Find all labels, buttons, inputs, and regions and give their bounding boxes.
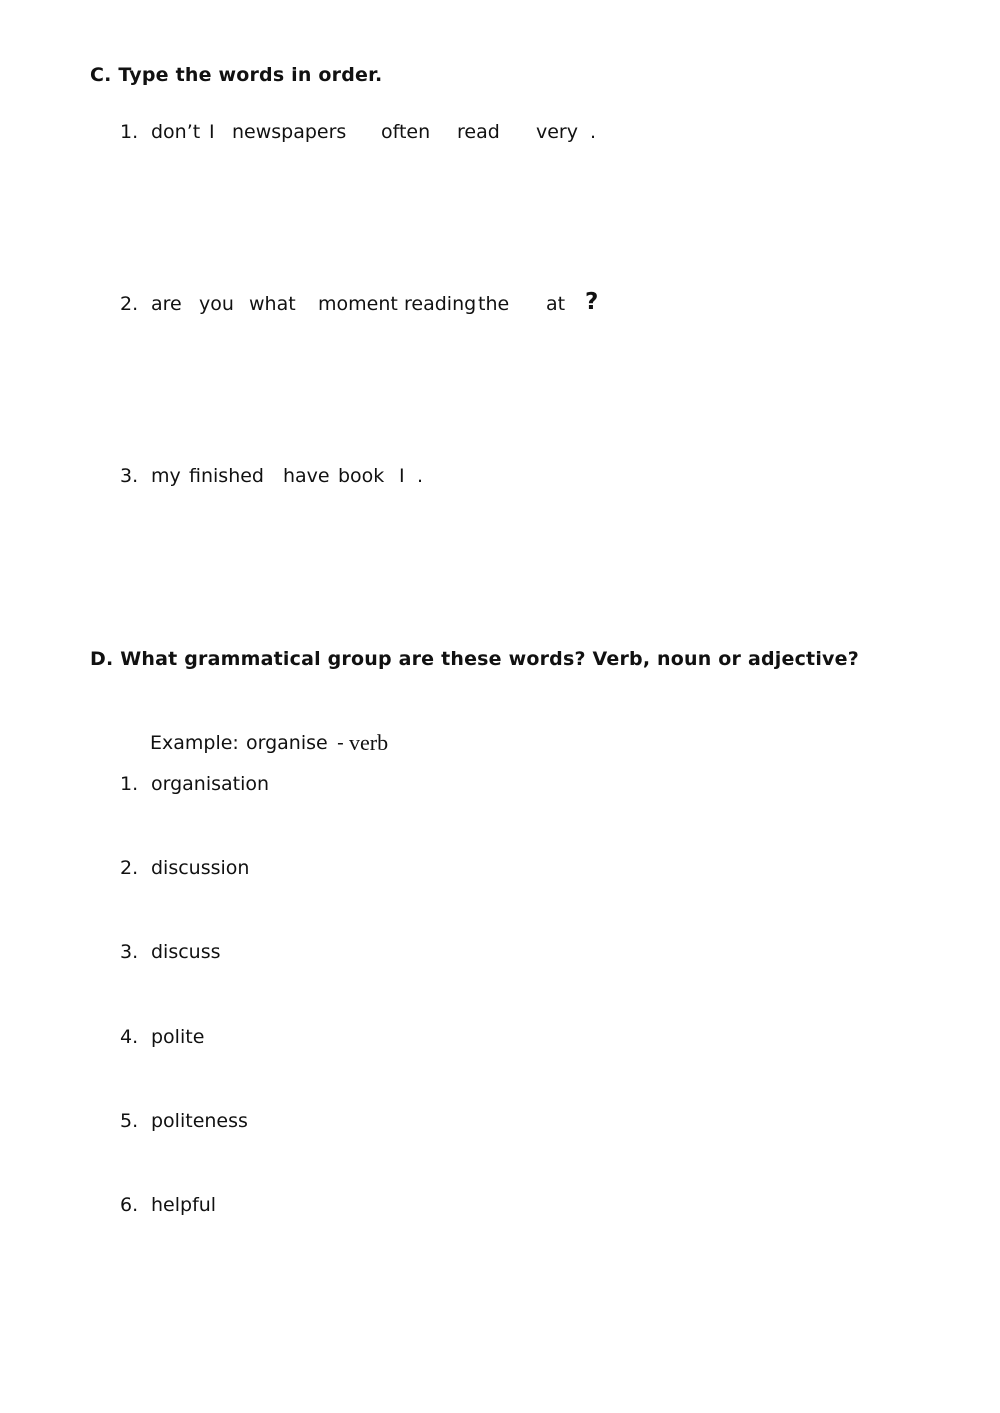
answer-field-d3[interactable]: [300, 938, 600, 968]
example-answer: verb: [349, 730, 389, 755]
item-number: 3.: [120, 465, 139, 487]
item-word: polite: [151, 1026, 205, 1048]
example-label: Example:: [150, 732, 239, 754]
answer-field-c2[interactable]: [120, 335, 880, 440]
item-word: discussion: [151, 857, 250, 879]
item-number: 2.: [120, 857, 139, 879]
word-tile: I: [209, 121, 215, 143]
word-tile: have: [283, 465, 330, 487]
word-tile: .: [417, 465, 424, 487]
word-tile: don’t: [151, 121, 201, 143]
word-tile: .: [590, 121, 597, 143]
section-d-heading: D. What grammatical group are these words? Verb, noun or adjective?: [90, 648, 859, 670]
answer-field-c3[interactable]: [120, 505, 880, 610]
answer-field-d5[interactable]: [300, 1107, 600, 1137]
word-tile: I: [399, 465, 405, 487]
answer-field-d1[interactable]: [300, 770, 600, 800]
example-line: [150, 730, 550, 758]
word-tile: newspapers: [232, 121, 347, 143]
word-tile: finished: [189, 465, 264, 487]
item-number: 4.: [120, 1026, 139, 1048]
scramble-item-1: [120, 121, 640, 147]
item-word: politeness: [151, 1110, 248, 1132]
word-tile: at: [546, 293, 566, 315]
scramble-item-3: [120, 465, 640, 491]
word-tile: very: [536, 121, 578, 143]
item-number: 3.: [120, 941, 139, 963]
example-dash: -: [337, 732, 344, 754]
item-word: helpful: [151, 1194, 217, 1216]
word-tile: you: [199, 293, 234, 315]
answer-field-d4[interactable]: [300, 1023, 600, 1053]
answer-field-c1[interactable]: [120, 160, 880, 270]
scramble-item-2: [120, 289, 640, 321]
item-number: 6.: [120, 1194, 139, 1216]
item-word: organisation: [151, 773, 270, 795]
word-tile: reading: [404, 293, 477, 315]
item-number: 5.: [120, 1110, 139, 1132]
word-tile: what: [249, 293, 296, 315]
item-word: discuss: [151, 941, 221, 963]
word-tile: the: [478, 293, 510, 315]
word-tile: often: [381, 121, 431, 143]
section-c-heading: C. Type the words in order.: [90, 64, 383, 86]
word-tile: my: [151, 465, 181, 487]
word-tile: book: [338, 465, 385, 487]
answer-field-d2[interactable]: [300, 854, 600, 884]
word-tile: are: [151, 293, 182, 315]
example-word: organise: [246, 732, 328, 754]
item-number: 2.: [120, 293, 139, 315]
item-number: 1.: [120, 773, 139, 795]
word-tile: moment: [318, 293, 398, 315]
answer-field-d6[interactable]: [300, 1191, 600, 1221]
item-number: 1.: [120, 121, 139, 143]
word-tile: ?: [585, 289, 599, 315]
word-tile: read: [457, 121, 500, 143]
